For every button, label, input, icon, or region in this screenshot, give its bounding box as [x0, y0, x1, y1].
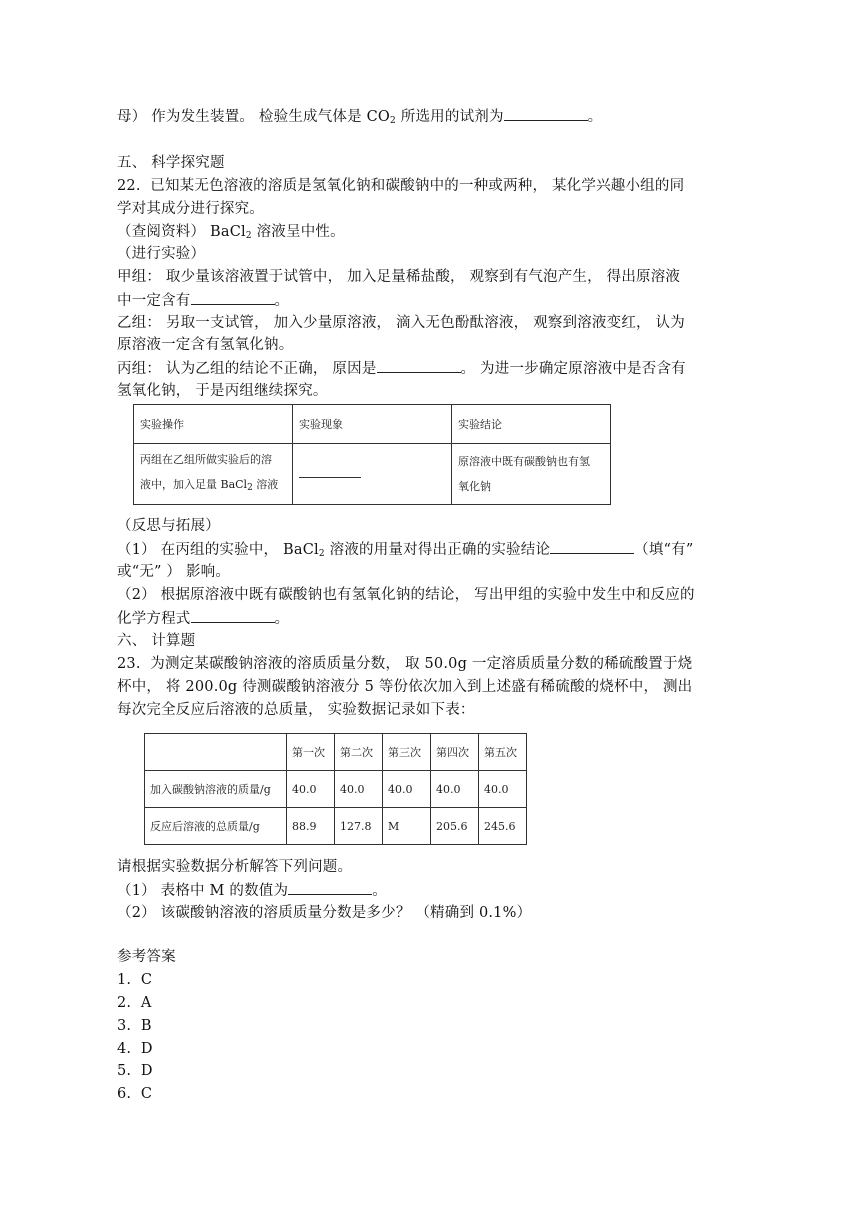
- question-22-line1: 22. 已知某无色溶液的溶质是氢氧化钠和碳酸钠中的一种或两种， 某化学兴趣小组的同: [117, 178, 685, 194]
- line-reagent: 母） 作为发生装置。 检验生成气体是 $CO_2$ 所选用的试剂为 。: [117, 106, 602, 131]
- table-cell: 88.9: [287, 808, 335, 845]
- answer-blank[interactable]: [299, 467, 361, 478]
- answer-item: 2. A: [117, 995, 152, 1011]
- table-cell: 40.0: [431, 771, 479, 808]
- group-bing-line1: 丙组： 认为乙组的结论不正确， 原因是 。 为进一步确定原溶液中是否含有: [117, 358, 686, 379]
- table-row: [145, 808, 527, 845]
- table-cell-conclusion: 原溶液中既有碳酸钠也有氢 氧化钠: [452, 444, 611, 505]
- answer-blank[interactable]: [504, 106, 588, 121]
- experiment-heading: （进行实验）: [117, 246, 206, 262]
- group-yi-line2: 原溶液一定含有氢氧化钠。: [117, 337, 294, 353]
- experiment-table: [133, 404, 611, 505]
- table-cell: 加入碳酸钠溶液的质量/g: [145, 771, 287, 808]
- question-23-line2: 杯中， 将 200.0g 待测碳酸钠溶液分 5 等份依次加入到上述盛有稀硫酸的烧杯中， 测出: [117, 679, 693, 695]
- answer-blank[interactable]: [377, 358, 461, 373]
- reference-line: （查阅资料） BaCl$_2$ 溶液呈中性。: [117, 224, 345, 241]
- table-cell: 40.0: [479, 771, 527, 808]
- group-jia-line2: 中一定含有 。: [117, 290, 289, 311]
- table-cell: 反应后溶液的总质量/g: [145, 808, 287, 845]
- question-23-line1: 23. 为测定某碳酸钠溶液的溶质质量分数， 取 50.0g 一定溶质质量分数的稀硫酸置于烧: [117, 656, 693, 672]
- answer-key-title: 参考答案: [117, 949, 176, 965]
- table-cell-phenomenon[interactable]: [293, 444, 452, 505]
- data-table: [144, 733, 527, 845]
- table-cell: 245.6: [479, 808, 527, 845]
- reflection-heading: （反思与拓展）: [117, 518, 220, 534]
- table-cell: 205.6: [431, 808, 479, 845]
- reflection-2-line2: 化学方程式 。: [117, 608, 289, 629]
- sub-question-2: （2） 该碳酸钠溶液的溶质质量分数是多少？ （精确到 0.1%）: [117, 905, 532, 921]
- section-heading-6: 六、 计算题: [117, 633, 196, 649]
- table-header: 第一次: [287, 734, 335, 771]
- table-header: 第三次: [383, 734, 431, 771]
- table-row: [145, 734, 527, 771]
- question-23-line3: 每次完全反应后溶液的总质量， 实验数据记录如下表：: [117, 702, 475, 718]
- section-heading-5: 五、 科学探究题: [117, 155, 225, 171]
- answer-blank[interactable]: [191, 290, 275, 305]
- question-22-line2: 学对其成分进行探究。: [117, 201, 264, 217]
- answer-item: 1. C: [117, 972, 153, 988]
- table-row: [145, 771, 527, 808]
- table-cell: M: [383, 808, 431, 845]
- answer-blank[interactable]: [191, 608, 275, 623]
- table-cell: 40.0: [335, 771, 383, 808]
- table-cell-operation: 丙组在乙组所做实验后的溶 液中，加入足量 BaCl$_2$ 溶液: [134, 444, 293, 505]
- group-yi-line1: 乙组： 另取一支试管， 加入少量原溶液， 滴入无色酚酞溶液， 观察到溶液变红， 认为: [117, 315, 685, 331]
- table-cell: 40.0: [287, 771, 335, 808]
- answer-item: 5. D: [117, 1063, 153, 1079]
- table-header: 第四次: [431, 734, 479, 771]
- answer-item: 3. B: [117, 1018, 152, 1034]
- table-header: 第五次: [479, 734, 527, 771]
- group-jia-line1: 甲组： 取少量该溶液置于试管中， 加入足量稀盐酸， 观察到有气泡产生， 得出原溶液: [117, 269, 681, 285]
- question-prompt: 请根据实验数据分析解答下列问题。: [117, 859, 353, 875]
- reflection-1-line2: 或“无” ） 影响。: [117, 564, 231, 580]
- table-header: 实验操作: [134, 405, 293, 444]
- reflection-1-line1: （1） 在丙组的实验中， BaCl$_2$ 溶液的用量对得出正确的实验结论 （填“有”: [117, 539, 693, 564]
- answer-blank[interactable]: [288, 880, 372, 895]
- answer-blank[interactable]: [550, 539, 634, 554]
- table-header: [145, 734, 287, 771]
- table-header: 实验结论: [452, 405, 611, 444]
- answer-item: 4. D: [117, 1041, 153, 1057]
- answer-item: 6. C: [117, 1086, 153, 1102]
- reflection-2-line1: （2） 根据原溶液中既有碳酸钠也有氢氧化钠的结论， 写出甲组的实验中发生中和反应的: [117, 587, 695, 603]
- table-cell: 127.8: [335, 808, 383, 845]
- table-header: 实验现象: [293, 405, 452, 444]
- table-header: 第二次: [335, 734, 383, 771]
- group-bing-line2: 氢氧化钠， 于是丙组继续探究。: [117, 383, 328, 399]
- table-cell: 40.0: [383, 771, 431, 808]
- sub-question-1: （1） 表格中 M 的数值为 。: [117, 880, 387, 901]
